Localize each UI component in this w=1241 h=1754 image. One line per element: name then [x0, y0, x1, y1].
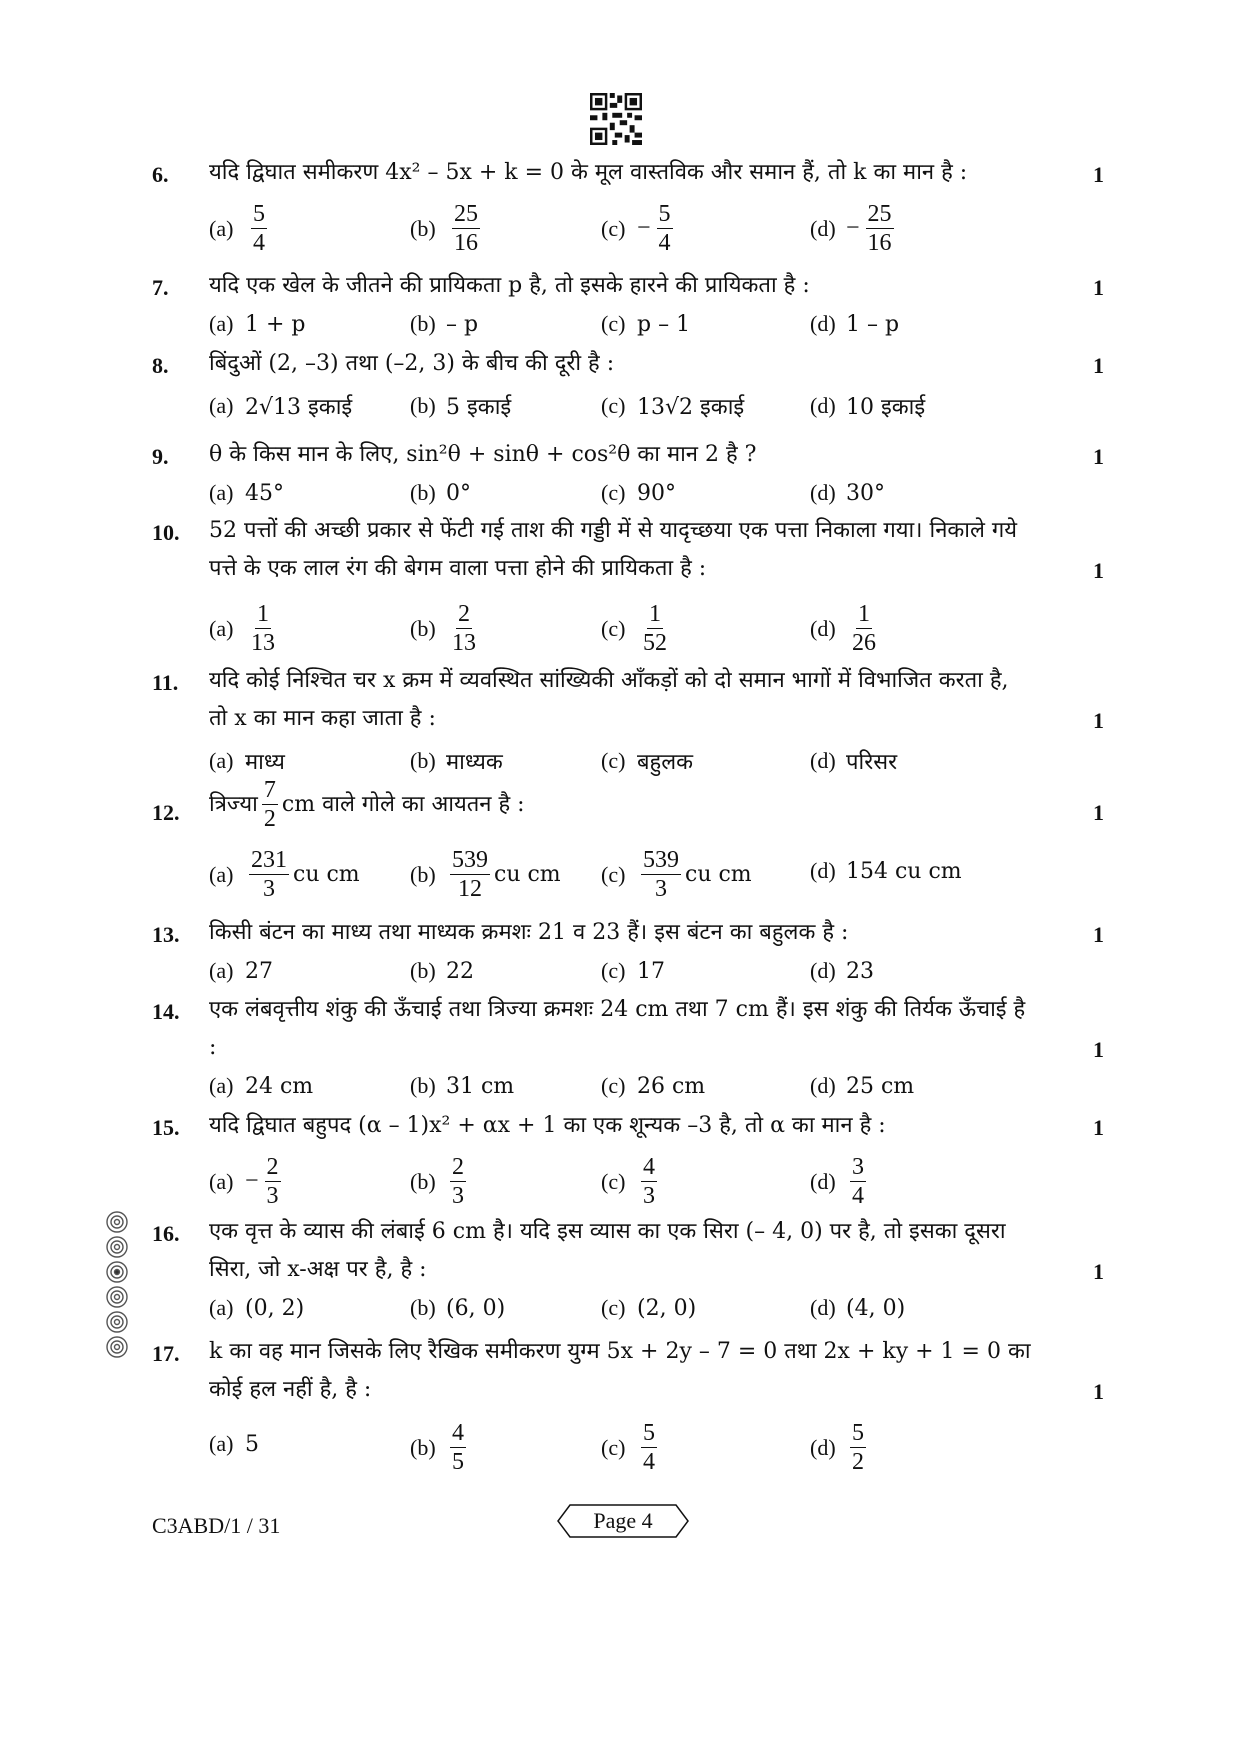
question-number: 14. — [152, 999, 180, 1024]
option-b: (b) 22 — [410, 958, 474, 984]
question-stem: यदि द्विघात बहुपद (α – 1)x² + αx + 1 का एक शून्यक –3 है, तो α का मान है : — [209, 1113, 886, 1138]
option-b: (b) $\frac{2}{13}$ — [410, 601, 476, 656]
option-b: (b) $\frac{25}{16}$ — [410, 201, 478, 256]
question-number: 8. — [152, 353, 169, 378]
question-marks: 1 — [1093, 922, 1104, 947]
option-d: (d) $\frac{1}{26}$ — [810, 601, 876, 656]
option-a: (a) − $\frac{2}{3}$ — [209, 1154, 279, 1209]
question-marks: 1 — [1093, 708, 1104, 733]
option-a: (a) 27 — [209, 958, 273, 984]
question-number: 11. — [152, 670, 179, 695]
question-marks: 1 — [1093, 1379, 1104, 1404]
option-b: (b) – p — [410, 311, 479, 337]
option-d: (d) (4, 0) — [810, 1295, 906, 1321]
option-d: (d) $\frac{3}{4}$ — [810, 1154, 864, 1209]
question-number: 7. — [152, 275, 169, 300]
option-c: (c) $\frac{4}{3}$ — [601, 1154, 655, 1209]
option-c: (c) बहुलक — [601, 748, 694, 775]
question-marks: 1 — [1093, 353, 1104, 378]
option-a: (a) 1 + p — [209, 311, 306, 337]
question-number: 6. — [152, 162, 169, 187]
question-marks: 1 — [1093, 1259, 1104, 1284]
option-c: (c) 17 — [601, 958, 665, 984]
question-marks: 1 — [1093, 444, 1104, 469]
option-b: (b) $\frac{2}{3}$ — [410, 1154, 464, 1209]
question-stem: k का वह मान जिसके लिए रैखिक समीकरण युग्म 5x + 2y – 7 = 0 तथा 2x + ky + 1 = 0 का कोई हल नहीं है, है : — [209, 1339, 1031, 1402]
option-a: (a) माध्य — [209, 748, 285, 775]
page-number: Page 4 — [593, 1508, 653, 1533]
option-b: (b) $\frac{539}{12}$ cu cm — [410, 847, 561, 902]
question-marks: 1 — [1093, 1115, 1104, 1140]
question-stem: यदि एक खेल के जीतने की प्रायिकता p है, तो इसके हारने की प्रायिकता है : — [209, 273, 810, 298]
option-c: (c) 26 cm — [601, 1073, 706, 1099]
question-marks: 1 — [1093, 275, 1104, 300]
question-marks: 1 — [1093, 1037, 1104, 1062]
option-a: (a) 5 — [209, 1431, 259, 1457]
paper-code: C3ABD/1 / 31 — [152, 1513, 281, 1538]
option-a: (a) 45° — [209, 480, 284, 506]
question-marks: 1 — [1093, 800, 1104, 825]
option-c: (c) p – 1 — [601, 311, 691, 337]
option-b: (b) (6, 0) — [410, 1295, 506, 1321]
option-c: (c) $\frac{5}{4}$ — [601, 1420, 655, 1475]
option-a: (a) 2√13 इकाई — [209, 393, 353, 420]
option-d: (d) 30° — [810, 480, 885, 506]
question-stem: एक वृत्त के व्यास की लंबाई 6 cm है। यदि इस व्यास का एक सिरा (– 4, 0) पर है, तो इसका दूसरा सिरा, जो x-अक्ष पर है, है : — [209, 1219, 1006, 1282]
question-marks: 1 — [1093, 162, 1104, 187]
question-stem: किसी बंटन का माध्य तथा माध्यक क्रमशः 21 व 23 हैं। इस बंटन का बहुलक है : — [209, 920, 849, 945]
option-a: (a) $\frac{231}{3}$ cu cm — [209, 847, 360, 902]
option-a: (a) (0, 2) — [209, 1295, 305, 1321]
question-number: 9. — [152, 444, 169, 469]
option-d: (d) − $\frac{25}{16}$ — [810, 201, 892, 256]
option-c: (c) 13√2 इकाई — [601, 393, 745, 420]
question-number: 10. — [152, 520, 180, 545]
option-c: (c) − $\frac{5}{4}$ — [601, 201, 671, 256]
option-b: (b) 31 cm — [410, 1073, 515, 1099]
option-b: (b) 0° — [410, 480, 471, 506]
option-d: (d) 10 इकाई — [810, 393, 926, 420]
page-number-badge — [556, 1502, 690, 1540]
question-number: 15. — [152, 1115, 180, 1140]
option-c: (c) 90° — [601, 480, 676, 506]
option-a: (a) $\frac{5}{4}$ — [209, 201, 265, 256]
question-marks: 1 — [1093, 558, 1104, 583]
question-stem: एक लंबवृत्तीय शंकु की ऊँचाई तथा त्रिज्या क्रमशः 24 cm तथा 7 cm हैं। इस शंकु की तिर्यक ऊँचाई है : — [209, 997, 1026, 1060]
option-c: (c) $\frac{1}{52}$ — [601, 601, 667, 656]
spiral-ornament-icon — [104, 1210, 130, 1360]
question-stem: θ के किस मान के लिए, sin²θ + sinθ + cos²θ का मान 2 है ? — [209, 442, 757, 467]
question-number: 12. — [152, 800, 180, 825]
question-stem: यदि कोई निश्चित चर x क्रम में व्यवस्थित सांख्यिकी आँकड़ों को दो समान भागों में विभाजित करता है, तो x का मान कहा जाता है : — [209, 668, 1009, 731]
option-b: (b) $\frac{4}{5}$ — [410, 1420, 464, 1475]
question-stem: त्रिज्या $\frac{7}{2}$ cm वाले गोले का आयतन है : — [209, 777, 525, 832]
option-c: (c) $\frac{539}{3}$ cu cm — [601, 847, 752, 902]
option-d: (d) 25 cm — [810, 1073, 915, 1099]
option-d: (d) परिसर — [810, 748, 898, 775]
question-number: 17. — [152, 1341, 180, 1366]
option-b: (b) माध्यक — [410, 748, 503, 775]
question-number: 13. — [152, 922, 180, 947]
question-stem: 52 पत्तों की अच्छी प्रकार से फेंटी गई ताश की गड्डी में से यादृच्छया एक पत्ता निकाला गया। निकाले गये पत्ते के एक लाल रंग की बेगम वाला पत्ता होने की प्रायिकता है : — [209, 518, 1018, 581]
option-b: (b) 5 इकाई — [410, 393, 512, 420]
option-d: (d) 23 — [810, 958, 874, 984]
question-number: 16. — [152, 1221, 180, 1246]
qr-code-icon — [590, 93, 642, 145]
option-d: (d) $\frac{5}{2}$ — [810, 1420, 864, 1475]
option-d: (d) 1 – p — [810, 311, 900, 337]
question-stem: बिंदुओं (2, –3) तथा (–2, 3) के बीच की दूरी है : — [209, 351, 615, 376]
option-d: (d) 154 cu cm — [810, 858, 962, 884]
option-a: (a) 24 cm — [209, 1073, 314, 1099]
option-a: (a) $\frac{1}{13}$ — [209, 601, 275, 656]
option-c: (c) (2, 0) — [601, 1295, 697, 1321]
question-stem: यदि द्विघात समीकरण 4x² – 5x + k = 0 के मूल वास्तविक और समान हैं, तो k का मान है : — [209, 160, 968, 185]
